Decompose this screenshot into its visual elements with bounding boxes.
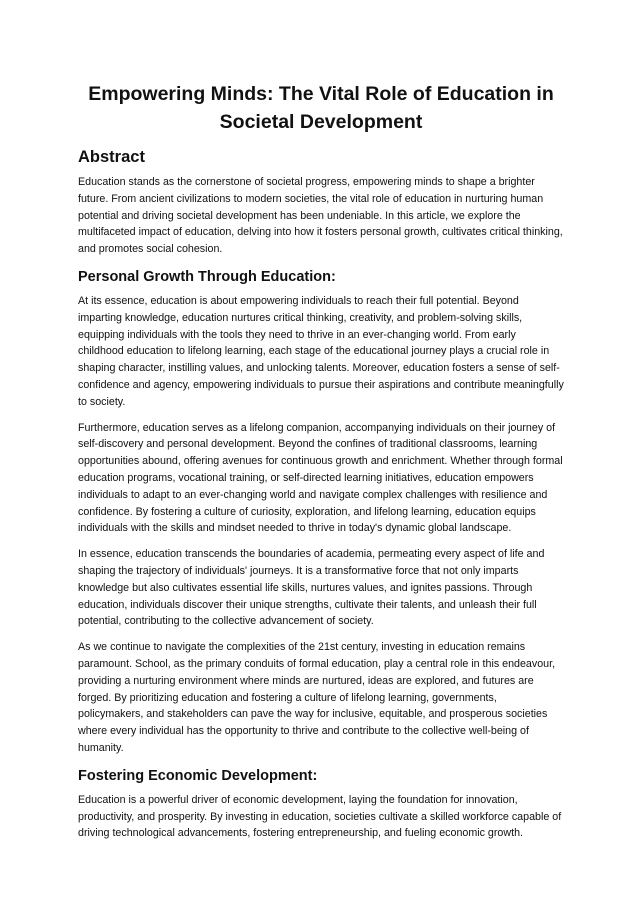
document-title: Empowering Minds: The Vital Role of Education in Societal Development (88, 83, 554, 133)
body-paragraph: Education is a powerful driver of economic development, laying the foundation for innovation, productivity, and prosperity. By investing in education, societies cultivate a skilled workforce capable of driving technological advancements, fostering entrepreneurship, and fueling economic growth. (78, 793, 562, 840)
body-paragraph: As we continue to navigate the complexities of the 21st century, investing in education remains paramount. School, as the primary conduits of formal education, play a central role in this endeavour, providing a nurturing environment where minds are nurtured, ideas are explored, and futures are forged. By prioritizing education and fostering a culture of lifelong learning, governments, policymakers, and stakeholders can pave the way for inclusive, equitable, and prosperous societies where every individual has the opportunity to thrive and contribute to the collective well-being of humanity. (78, 641, 556, 754)
body-paragraph: Furthermore, education serves as a lifelong companion, accompanying individuals on their journey of self-discovery and personal development. Beyond the confines of traditional classrooms, learning opportunities abound, offering avenues for continuous growth and enrichment. Whether through formal education programs, vocational training, or self-directed learning initiatives, education empowers individuals to adapt to an ever-changing world and navigate complex challenges with resilience and confidence. By fostering a culture of curiosity, exploration, and lifelong learning, education equips individuals with the skills and mindset needed to thrive in today's dynamic global landscape. (78, 421, 563, 535)
section-heading-personal-growth: Personal Growth Through Education: (78, 268, 336, 285)
abstract-paragraph: Education stands as the cornerstone of societal progress, empowering minds to shape a brighter future. From ancient civilizations to modern societies, the vital role of education in nurturing human potential and driving societal development has been undeniable. In this article, we explore the multifaceted impact of education, delving into how it fosters personal growth, cultivates critical thinking, and promotes social cohesion. (78, 176, 563, 256)
document-page (78, 80, 564, 851)
body-paragraph: At its essence, education is about empowering individuals to reach their full potential. Beyond imparting knowledge, education nurtures critical thinking, creativity, and problem-solving skills, equipping individuals with the tools they need to thrive in an ever-changing world. From early childhood education to lifelong learning, each stage of the educational journey plays a crucial role in shaping character, instilling values, and unlocking talents. Moreover, education fosters a sense of self-confidence and agency, empowering individuals to pursue their aspirations and contribute meaningfully to society. (78, 294, 564, 408)
abstract-heading: Abstract (78, 148, 145, 166)
body-paragraph: In essence, education transcends the boundaries of academia, permeating every aspect of life and shaping the trajectory of individuals' journeys. It is a transformative force that not only imparts knowledge but also cultivates essential life skills, nurtures values, and ignites passions. Through education, individuals discover their unique strengths, cultivate their talents, and unleash their full potential, contributing to the collective advancement of society. (78, 548, 545, 628)
section-heading-economic-development: Fostering Economic Development: (78, 767, 318, 784)
